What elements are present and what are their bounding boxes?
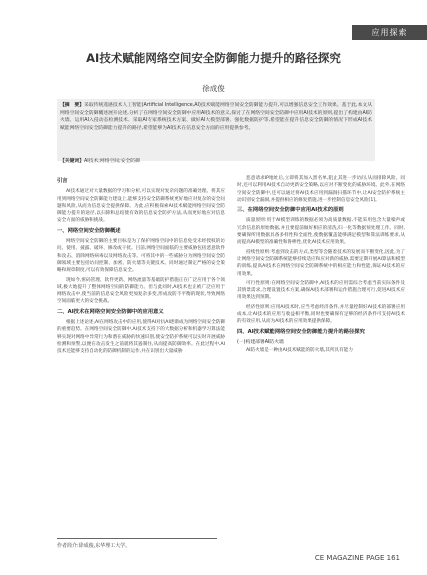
page-label: PAGE [366,554,385,562]
body-paragraph: 持续性原则:考虑到攻击的方式,类型等会随着技术的发展而不断变化,因此,为了让网络空间安全防御系统能够持续适应和应对新的威胁,需要定期开展AI算法和模型的训练,提高AI技术在网络空间安全防御系统中的相应能力和性能,保证AI技术的应用效果。 [237,249,405,277]
footnote-divider [57,538,217,539]
section-heading: 一、网络空间安全防御概述 [57,227,121,234]
body-paragraph: 质量原则:用于AI模型训练的数据必须为高质量数据,不能采用包含大量噪声或冗余信息的原始数据,并且要提前做好相应的清洗,归一化等数据预处理工作。同时,要确保所用数据具备多样性和全面性,使数据覆盖能够满足模型和算法训练要求,从而提高AI模型的准确性和鲁棒性,优化AI技术应用效果。 [237,218,405,246]
article-author: 徐成俊 [202,84,225,93]
article-title: AI技术赋能网络空间安全防御能力提升的路径探究 [86,51,341,65]
abstract [60,102,372,132]
body-paragraph: AI防火墙是一种由AI技术赋能的防火墙,其所具有能力 [246,348,353,354]
subsection-heading: (一)构建部署AI防火墙 [237,339,284,345]
keywords-label: 【关键词】 [60,159,84,164]
section-heading: 引言 [57,178,68,184]
keywords-text: AI技术;网络空间;安全防御 [84,159,140,164]
abstract-label: 【摘 要】 [60,103,85,108]
page-folio [300,554,400,562]
body-paragraph: AI技术通过对大量数据的学习和分析,可以实现对复杂问题的准确处理。将其应用到网络空间安全防御能力建设上,能够支持安全防御系统更好地应对复杂的安全问题和风险,从而为信息安全提供保障。为此,应积极探索AI技术赋能网络空间安全防御能力提升的途径,以扫除和总结使有效的信息安全防护方法,从而更好地应对信息安全方面的威胁和挑战。 [57,189,225,224]
section-tag: 应用探索 [352,25,427,40]
section-heading: 四、AI技术赋能网络空间安全防御能力提升的路径探究 [237,328,365,335]
body-paragraph: 网络空间安全防御的主要目标是为了保护网络空间中的信息免受未经授权的访问、使用、披露、破坏、修改或干扰。目前,网络空间面临的主要威胁包括恶意软件和攻击、消除网络病毒以及网络攻击等。可将其中的一些威胁分为网络空间安全防御领域主要包括访问控制、加密、防火墙等关键技术。同时通过制定严格的安全策略和规章制度,可以有效保障信息安全。 [57,239,225,274]
body-column-right [237,175,405,357]
abstract-text: 采取传统遥感技术人工智能(Artificial Intelligence,AI)技术赋能网络空间安全防御能力提升,可以增强信息安全工作效果。基于此,本文从网络空间安全防御概述展开论述,分析了在网络空间安全防御中应用AI技术的意义,探讨了在网络空间安全防御中应用AI技术的原则,提出了构建由AI防火墙、运用AI入侵动态检测技术、采取AI专家系统技术方案、做好AI大模型部署、强化数据防护等,希望能在提升信息安全防御的情况下形成AI技术赋能网络空间安全防御能力提升的路径,希望能够为AI技术在信息安全方面的应用提供参考。 [60,103,372,131]
author-footnote: 作者简介:徐成俊,东华理工大学。 [57,543,131,549]
body-paragraph: 经济性原则:应用AI技术时,应当考虑经济条件,并尽量控制好AI技术的部署应用成本,让AI技术的应用与收益相平衡,同时也要确保有足够的经济条件可支持AI技术的有效应用,从而为AI技术的应用效果提供保障。 [237,304,405,325]
body-column-left [57,175,225,358]
keywords [60,157,372,164]
journal-name: CE MAGAZINE [314,554,364,562]
section-heading: 三、在网络空间安全防御中应用AI技术的原则 [237,207,344,214]
body-paragraph: 现如今,密码管理、软件更新、网络流量等基础防护措施正在广泛应用于各个领域,极大地提升了整体网络空间的防御能力。但与此同时,AI技术也正被广泛应用于网络攻击中,使当前的信息安全风险更加复杂多变,形成攻防不平衡的现状,导致网络空间面临更大的安全挑战。 [57,277,225,305]
section-heading: 二、AI技术在网络空间安全防御中的应用意义 [57,308,164,315]
body-paragraph: 根据上述论述,AI在网络攻击中的应用,使得AI对抗AI逐渐成为网络空间安全防御的重要趋势。在网络空间安全防御中,AI技术支持下的大数据分析和机器学习算法能够实现对网络中异常行为和潜在威胁的快速识别,使安全防护系统可以实时开展威胁检测和预警,以便在攻击发生之前就将其遏制住,从而提高防御效率。在此过程中,AI技术还能够支持自动化的防御机制的运作,并在识别出大量威胁 [57,320,225,355]
page-number: 161 [386,554,400,562]
body-paragraph: 可行性原则:在网络空间安全防御中,AI技术的应用需综合考虑当前实际条件及其情景需求,合理设置技术方案,确保AI技术部署和运作措施合理可行,促进AI技术应用效果达到预期。 [237,280,405,301]
body-paragraph: 恶意请求IP地址后,立即将其加入黑名单,阻止其进一步访问,从而排除风险。同时,还可以利用AI技术自动更新安全策略,以应对不断变化的威胁环境。此外,在网络空间安全防御中,还可以通过将AI技术应用到漏洞扫描环节中,让AI安全防护系统主动识别安全漏洞,并提供相应的修复措施,进一步控制信息安全风险[1]。 [237,176,405,203]
